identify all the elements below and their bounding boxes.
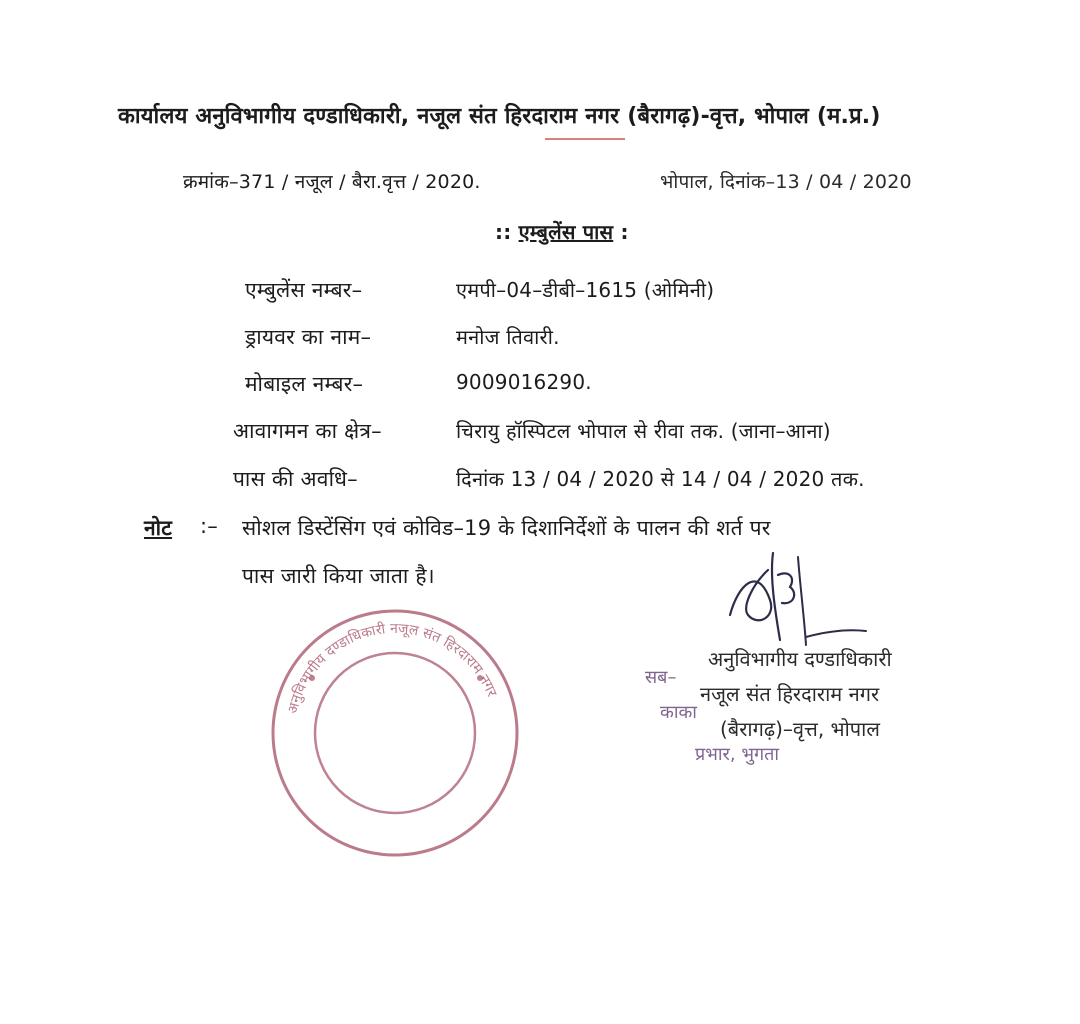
pass-title — [495, 218, 629, 245]
title-underline-mark — [545, 138, 625, 140]
officer-signature — [718, 545, 878, 655]
travel-area-value: चिरायु हॉस्पिटल भोपाल से रीवा तक. (जाना–आना) — [456, 419, 831, 443]
sub-stamp-line-1: सब– — [645, 667, 677, 688]
signatory-designation: अनुविभागीय दण्डाधिकारी — [708, 647, 892, 671]
ambulance-number-value: एमपी–04–डीबी–1615 (ओमिनी) — [456, 278, 715, 302]
note-separator: :– — [200, 514, 218, 538]
note-label: नोट — [144, 516, 173, 540]
travel-area-label: आवागमन का क्षेत्र– — [233, 419, 382, 443]
reference-number: क्रमांक–371 / नजूल / बैरा.वृत्त / 2020. — [183, 171, 481, 193]
seal-ring-text: अनुविभागीय दण्डाधिकारी नजूल संत हिरदाराम नगर — [284, 620, 500, 716]
driver-name-value: मनोज तिवारी. — [456, 325, 560, 349]
pass-validity-label: पास की अवधि– — [233, 467, 358, 491]
office-title: कार्यालय अनुविभागीय दण्डाधिकारी, नजूल संत हिरदाराम नगर (बैरागढ़)-वृत्त, भोपाल (म.प्र.) — [118, 104, 881, 129]
sub-stamp-line-2: काका — [660, 702, 697, 723]
note-text-line-2: पास जारी किया जाता है। — [242, 564, 435, 588]
sub-stamp-line-3: प्रभार, भुगता — [695, 744, 780, 765]
mobile-number-value: 9009016290. — [456, 370, 592, 394]
mobile-number-label: मोबाइल नम्बर– — [245, 372, 364, 396]
pass-title-prefix: :: — [495, 220, 512, 244]
pass-validity-value: दिनांक 13 / 04 / 2020 से 14 / 04 / 2020 तक. — [456, 467, 865, 491]
pass-title-text: एम्बुलेंस पास — [518, 220, 614, 244]
pass-title-suffix: : — [620, 220, 629, 244]
driver-name-label: ड्रायवर का नाम– — [245, 325, 372, 349]
signatory-location: (बैरागढ़)–वृत्त, भोपाल — [720, 717, 880, 741]
signatory-office: नजूल संत हिरदाराम नगर — [700, 682, 880, 706]
note-text-line-1: सोशल डिस्टेंसिंग एवं कोविड–19 के दिशानिर्देशों के पालन की शर्त पर — [242, 516, 771, 540]
ambulance-number-label: एम्बुलेंस नम्बर– — [245, 278, 363, 302]
place-and-date: भोपाल, दिनांक–13 / 04 / 2020 — [660, 171, 912, 193]
round-seal-stamp — [268, 606, 522, 860]
